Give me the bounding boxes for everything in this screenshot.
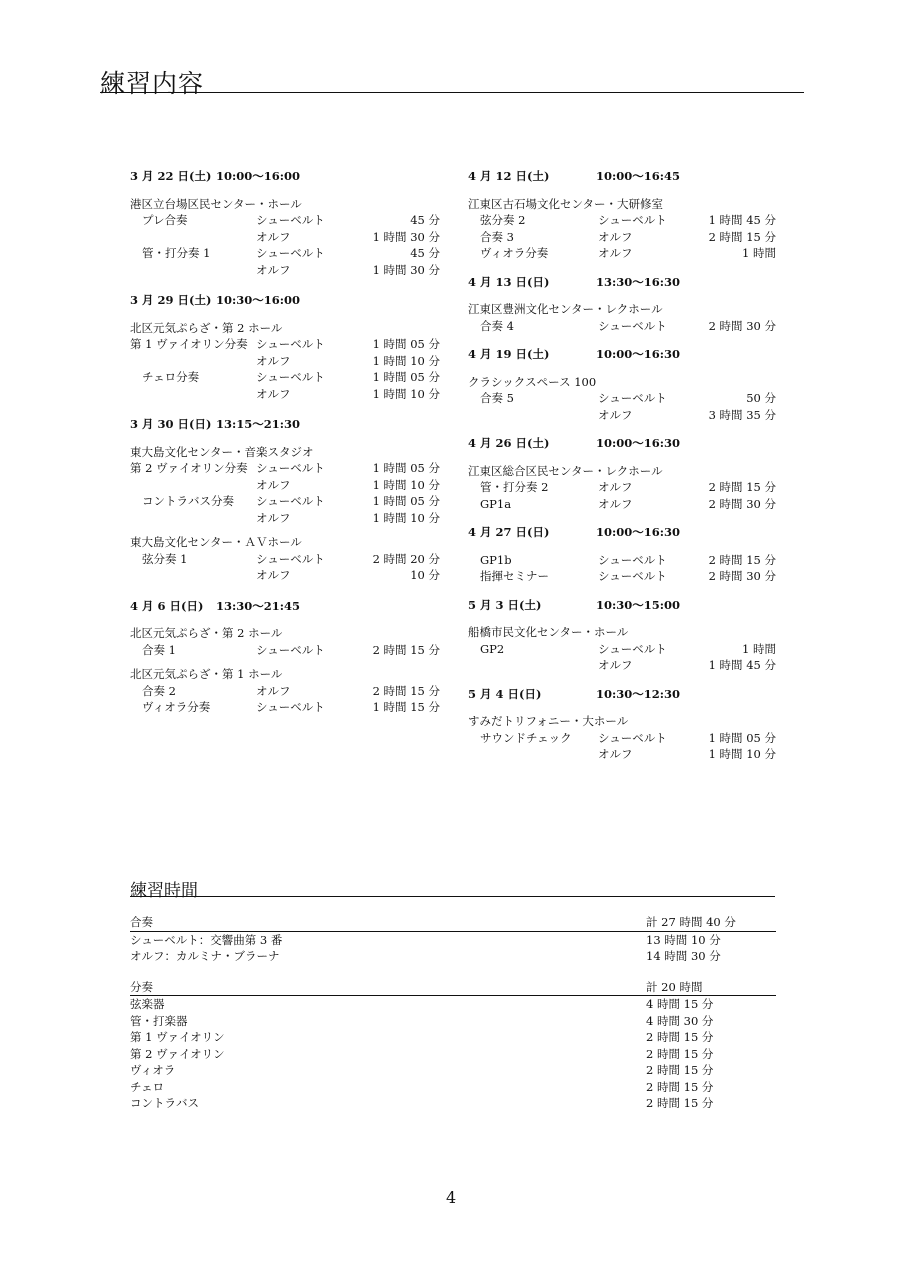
- venue-name: 東大島文化センター・ＡＶホール: [130, 535, 302, 549]
- duration: 2 時間 30 分: [708, 569, 776, 583]
- summary-group-header: [130, 914, 776, 932]
- duration: 2 時間 15 分: [372, 683, 440, 698]
- summary-row-value: 2 時間 15 分: [646, 1030, 714, 1044]
- schedule-day: [130, 416, 440, 584]
- composer: シューベルト: [256, 551, 325, 566]
- practice-date: 3 月 29 日(土): [130, 293, 212, 307]
- session-name: 合奏 4: [480, 318, 514, 333]
- duration: 1 時間 10 分: [372, 386, 440, 401]
- session-row: [130, 683, 440, 700]
- session-row: [130, 567, 440, 584]
- composer: オルフ: [256, 477, 291, 492]
- composer: オルフ: [256, 353, 291, 368]
- venue-block: [130, 444, 440, 527]
- date-row: [130, 416, 440, 433]
- page-title: 練習内容: [100, 69, 205, 98]
- session-name: [130, 353, 256, 370]
- session-name: ヴィオラ分奏: [480, 246, 549, 260]
- composer: シューベルト: [256, 337, 325, 351]
- session-row: [468, 479, 776, 496]
- session-row: [130, 386, 440, 403]
- practice-time: 10:00～16:30: [596, 525, 681, 539]
- date-row: [468, 524, 776, 541]
- session-row: [130, 212, 440, 229]
- practice-time: 10:00～16:30: [596, 347, 681, 361]
- schedule-day: [468, 597, 776, 674]
- session-row: [130, 477, 440, 494]
- practice-date: 4 月 27 日(日): [468, 525, 550, 539]
- schedule-day: [468, 686, 776, 763]
- practice-date: 4 月 6 日(日): [130, 598, 204, 613]
- session-row: [130, 699, 440, 716]
- composer: シューベルト: [256, 494, 325, 508]
- duration: 1 時間: [742, 246, 776, 260]
- duration: 1 時間 30 分: [372, 229, 440, 244]
- practice-date: 3 月 30 日(日): [130, 417, 212, 431]
- venue-name: 北区元気ぷらざ・第 1 ホール: [130, 667, 283, 681]
- schedule-right-column: [468, 168, 776, 775]
- composer: シューベルト: [598, 641, 667, 656]
- session-row: [468, 568, 776, 585]
- duration: 1 時間 30 分: [372, 262, 440, 277]
- practice-time: 10:00～16:00: [216, 169, 301, 183]
- venue-block: [130, 534, 440, 584]
- composer: オルフ: [256, 386, 291, 401]
- practice-date: 3 月 22 日(土): [130, 169, 212, 183]
- schedule-day: [468, 274, 776, 335]
- session-row: [130, 229, 440, 246]
- session-name: 第 1 ヴァイオリン分奏: [130, 337, 248, 351]
- schedule-day: [468, 168, 776, 262]
- composer: オルフ: [598, 229, 633, 244]
- duration: 2 時間 30 分: [708, 318, 776, 333]
- date-row: [468, 168, 776, 185]
- venue-block: [130, 196, 440, 279]
- duration: 1 時間 10 分: [372, 477, 440, 492]
- summary-row: [130, 1046, 776, 1063]
- session-name: 合奏 5: [480, 391, 514, 405]
- venue-name: 江東区総合区民センター・レクホール: [468, 463, 663, 478]
- summary-row-value: 2 時間 15 分: [646, 1079, 714, 1094]
- session-name: [130, 567, 256, 584]
- duration: 2 時間 15 分: [708, 229, 776, 244]
- summary-row: [130, 996, 776, 1013]
- venue-block: [130, 320, 440, 403]
- summary-row-label: 第 1 ヴァイオリン: [130, 1030, 225, 1044]
- session-row: [468, 730, 776, 747]
- practice-date: 4 月 26 日(土): [468, 436, 550, 450]
- venue-name: 港区立台場区民センター・ホール: [130, 196, 302, 211]
- duration: 1 時間 05 分: [372, 461, 440, 475]
- venue-name: 江東区豊洲文化センター・レクホール: [468, 302, 663, 316]
- venue-block: [130, 625, 440, 658]
- session-row: [468, 212, 776, 229]
- duration: 1 時間 10 分: [372, 353, 440, 368]
- session-row: [468, 552, 776, 569]
- summary-group: [130, 979, 776, 1112]
- schedule-day: [468, 346, 776, 423]
- duration: 2 時間 20 分: [372, 551, 440, 566]
- session-row: [130, 551, 440, 568]
- composer: オルフ: [598, 658, 633, 672]
- composer: シューベルト: [598, 569, 667, 583]
- schedule-day: [468, 524, 776, 585]
- venue-name: 船橋市民文化センター・ホール: [468, 625, 629, 639]
- session-row: [468, 657, 776, 674]
- schedule-day: [130, 168, 440, 278]
- summary-group-header: [130, 979, 776, 997]
- duration: 45 分: [410, 246, 440, 260]
- summary-group: [130, 914, 776, 965]
- schedule-left-column: [130, 168, 440, 730]
- composer: オルフ: [256, 568, 291, 582]
- practice-date: 5 月 4 日(日): [468, 686, 542, 701]
- practice-date: 5 月 3 日(土): [468, 597, 542, 612]
- session-name: [130, 229, 256, 246]
- summary-row-label: ヴィオラ: [130, 1063, 176, 1077]
- session-row: [468, 407, 776, 424]
- duration: 1 時間 45 分: [708, 213, 776, 227]
- summary-divider: [130, 896, 775, 897]
- composer: オルフ: [256, 262, 291, 277]
- summary-row-label: オルフ：カルミナ・ブラーナ: [130, 949, 280, 963]
- session-name: 弦分奏 1: [142, 551, 188, 566]
- session-row: [468, 245, 776, 262]
- summary-row-value: 2 時間 15 分: [646, 1096, 714, 1110]
- venue-block: [130, 666, 440, 716]
- practice-time: 10:30～12:30: [596, 686, 681, 701]
- practice-time: 10:30～15:00: [596, 597, 681, 612]
- date-row: [468, 686, 776, 703]
- venue-block: [468, 196, 776, 262]
- summary-row: [130, 948, 776, 965]
- practice-date: 4 月 12 日(土): [468, 169, 550, 183]
- schedule-day: [468, 435, 776, 512]
- composer: オルフ: [256, 683, 291, 698]
- composer: シューベルト: [598, 552, 667, 567]
- practice-time: 13:30～21:45: [216, 598, 301, 613]
- composer: オルフ: [256, 229, 291, 244]
- summary-row-value: 13 時間 10 分: [646, 932, 721, 947]
- session-name: [130, 386, 256, 403]
- summary-group-label: 分奏: [130, 979, 153, 994]
- summary-group-total: 計 20 時間: [646, 979, 703, 994]
- duration: 1 時間 15 分: [372, 700, 440, 714]
- summary-row: [130, 1062, 776, 1079]
- session-name: [468, 746, 598, 763]
- practice-time: 10:00～16:30: [596, 436, 681, 450]
- session-row: [130, 262, 440, 279]
- duration: 1 時間: [742, 641, 776, 656]
- date-row: [130, 292, 440, 309]
- summary-group-label: 合奏: [130, 915, 153, 929]
- composer: オルフ: [598, 246, 633, 260]
- duration: 1 時間 45 分: [708, 658, 776, 672]
- summary-row: [130, 1095, 776, 1112]
- duration: 2 時間 15 分: [708, 552, 776, 567]
- session-row: [130, 245, 440, 262]
- session-name: GP1a: [480, 496, 512, 511]
- date-row: [130, 598, 440, 615]
- summary-row-value: 2 時間 15 分: [646, 1046, 714, 1061]
- schedule-day: [130, 292, 440, 402]
- summary-row-label: 管・打楽器: [130, 1013, 188, 1028]
- venue-block: [468, 463, 776, 513]
- summary-row: [130, 932, 776, 949]
- venue-block: [468, 713, 776, 763]
- summary-row-label: 弦楽器: [130, 997, 165, 1011]
- venue-name: クラシックスペース 100: [468, 374, 597, 389]
- summary-row-value: 14 時間 30 分: [646, 949, 721, 963]
- session-name: 合奏 1: [142, 642, 176, 657]
- duration: 1 時間 10 分: [708, 747, 776, 761]
- session-name: [130, 510, 256, 527]
- date-row: [130, 168, 440, 185]
- session-name: GP2: [480, 641, 505, 656]
- summary-row-label: コントラバス: [130, 1096, 199, 1110]
- summary-row: [130, 1029, 776, 1046]
- composer: オルフ: [598, 496, 633, 511]
- venue-name: 江東区古石場文化センター・大研修室: [468, 196, 664, 211]
- title-divider: [100, 92, 804, 93]
- session-name: チェロ分奏: [142, 370, 200, 384]
- date-row: [468, 435, 776, 452]
- session-name: プレ合奏: [142, 213, 188, 227]
- summary-row-label: 第 2 ヴァイオリン: [130, 1046, 225, 1061]
- session-name: 弦分奏 2: [480, 213, 526, 227]
- practice-time: 13:15～21:30: [216, 417, 301, 431]
- composer: シューベルト: [256, 370, 325, 384]
- session-name: [130, 262, 256, 279]
- session-name: GP1b: [480, 552, 512, 567]
- composer: シューベルト: [256, 700, 325, 714]
- practice-time: 10:30～16:00: [216, 293, 301, 307]
- composer: シューベルト: [598, 318, 667, 333]
- summary-title: 練習時間: [130, 881, 198, 901]
- venue-name: すみだトリフォニー・大ホール: [468, 714, 629, 728]
- venue-block: [468, 624, 776, 674]
- summary-row-value: 4 時間 30 分: [646, 1013, 714, 1028]
- session-row: [130, 353, 440, 370]
- venue-block: [468, 301, 776, 334]
- duration: 1 時間 05 分: [372, 494, 440, 508]
- summary-row: [130, 1079, 776, 1096]
- practice-time: 13:30～16:30: [596, 274, 681, 289]
- duration: 2 時間 15 分: [372, 642, 440, 657]
- session-row: [130, 336, 440, 353]
- session-row: [468, 641, 776, 658]
- summary-row-label: チェロ: [130, 1079, 165, 1094]
- session-name: コントラバス分奏: [142, 494, 234, 508]
- venue-name: 北区元気ぷらざ・第 2 ホール: [130, 626, 283, 640]
- session-name: 指揮セミナー: [480, 569, 549, 583]
- session-row: [130, 510, 440, 527]
- composer: シューベルト: [598, 391, 667, 405]
- session-row: [468, 496, 776, 513]
- schedule-day: [130, 598, 440, 716]
- page-number: 4: [446, 1188, 457, 1207]
- session-name: 合奏 3: [480, 229, 514, 244]
- duration: 1 時間 05 分: [372, 370, 440, 384]
- venue-block: [468, 374, 776, 424]
- session-row: [468, 746, 776, 763]
- composer: シューベルト: [256, 461, 325, 475]
- session-row: [130, 642, 440, 659]
- session-row: [130, 460, 440, 477]
- composer: シューベルト: [598, 730, 667, 745]
- summary-group-total: 計 27 時間 40 分: [646, 915, 736, 929]
- session-name: 合奏 2: [142, 683, 176, 698]
- composer: オルフ: [598, 747, 633, 761]
- session-name: 管・打分奏 2: [480, 480, 549, 494]
- duration: 45 分: [410, 213, 440, 227]
- composer: オルフ: [598, 407, 633, 422]
- session-name: [468, 407, 598, 424]
- composer: オルフ: [256, 510, 291, 525]
- duration: 10 分: [410, 568, 440, 582]
- summary-row-value: 4 時間 15 分: [646, 997, 714, 1011]
- practice-time: 10:00～16:45: [596, 169, 681, 183]
- duration: 1 時間 05 分: [372, 337, 440, 351]
- summary-table: [130, 914, 776, 1126]
- practice-date: 4 月 19 日(土): [468, 347, 550, 361]
- session-row: [468, 390, 776, 407]
- duration: 50 分: [746, 391, 776, 405]
- duration: 3 時間 35 分: [708, 407, 776, 422]
- session-row: [130, 369, 440, 386]
- summary-row-value: 2 時間 15 分: [646, 1063, 714, 1077]
- session-name: [468, 657, 598, 674]
- session-row: [468, 229, 776, 246]
- practice-date: 4 月 13 日(日): [468, 274, 550, 289]
- session-name: サウンドチェック: [480, 730, 572, 745]
- date-row: [468, 597, 776, 614]
- composer: シューベルト: [256, 213, 325, 227]
- summary-row: [130, 1013, 776, 1030]
- summary-row-label: シューベルト：交響曲第 3 番: [130, 932, 283, 947]
- composer: シューベルト: [598, 213, 667, 227]
- composer: シューベルト: [256, 246, 325, 260]
- session-row: [130, 493, 440, 510]
- date-row: [468, 346, 776, 363]
- session-name: 第 2 ヴァイオリン分奏: [130, 461, 248, 475]
- duration: 1 時間 05 分: [708, 730, 776, 745]
- session-row: [468, 318, 776, 335]
- duration: 2 時間 30 分: [708, 496, 776, 511]
- session-name: [130, 477, 256, 494]
- venue-name: 北区元気ぷらざ・第 2 ホール: [130, 320, 283, 335]
- venue-name: 東大島文化センター・音楽スタジオ: [130, 444, 314, 459]
- date-row: [468, 274, 776, 291]
- duration: 1 時間 10 分: [372, 510, 440, 525]
- duration: 2 時間 15 分: [708, 480, 776, 494]
- venue-block: [468, 552, 776, 585]
- composer: シューベルト: [256, 642, 325, 657]
- composer: オルフ: [598, 480, 633, 494]
- session-name: ヴィオラ分奏: [142, 700, 211, 714]
- session-name: 管・打分奏 1: [142, 246, 211, 260]
